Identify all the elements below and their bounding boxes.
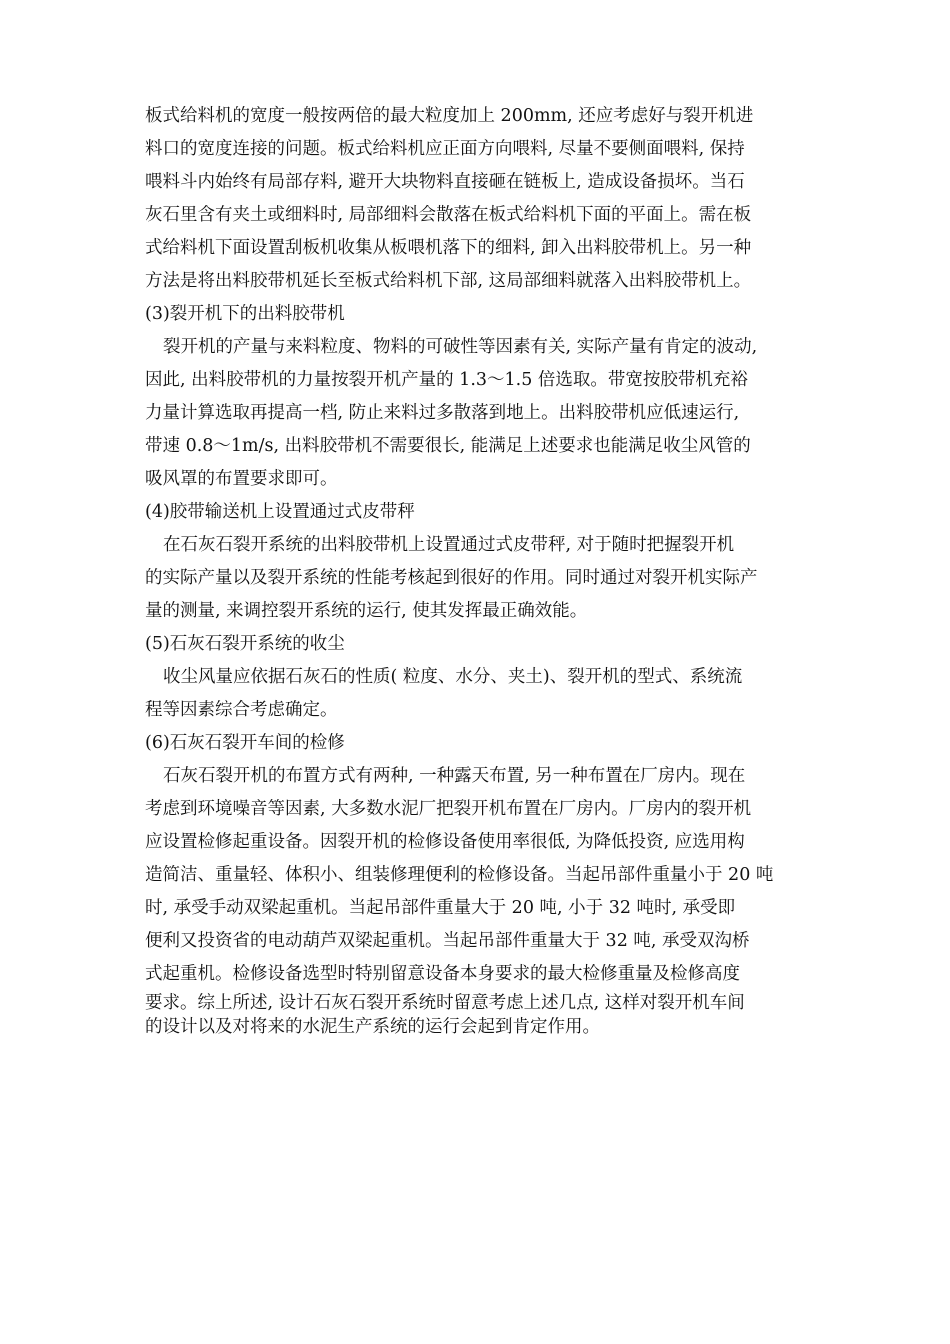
text-line: 应设置检修起重设备。因裂开机的检修设备使用率很低, 为降低投资, 应选用构 — [145, 832, 745, 852]
text-line: 收尘风量应依据石灰石的性质( 粒度、水分、夹土)、裂开机的型式、系统流 — [163, 667, 743, 687]
text-line: 的实际产量以及裂开系统的性能考核起到很好的作用。同时通过对裂开机实际产 — [145, 568, 758, 588]
text-line: 式给料机下面设置刮板机收集从板喂机落下的细料, 卸入出料胶带机上。另一种 — [145, 238, 752, 258]
text-line: 程等因素综合考虑确定。 — [145, 700, 338, 720]
text-line: 带速 0.8～1m/s, 出料胶带机不需要很长, 能满足上述要求也能满足收尘风管的 — [145, 436, 751, 456]
text-line: 考虑到环境噪音等因素, 大多数水泥厂把裂开机布置在厂房内。厂房内的裂开机 — [145, 799, 752, 819]
text-line: 力量计算选取再提高一档, 防止来料过多散落到地上。出料胶带机应低速运行, — [145, 403, 740, 423]
text-line: 因此, 出料胶带机的力量按裂开机产量的 1.3～1.5 倍选取。带宽按胶带机充裕 — [145, 370, 748, 390]
section-heading-5: (5)石灰石裂开系统的收尘 — [145, 634, 345, 654]
text-line: 在石灰石裂开系统的出料胶带机上设置通过式皮带秤, 对于随时把握裂开机 — [163, 535, 735, 555]
text-line: 石灰石裂开机的布置方式有两种, 一种露天布置, 另一种布置在厂房内。现在 — [163, 766, 746, 786]
text-line: 板式给料机的宽度一般按两倍的最大粒度加上 200mm, 还应考虑好与裂开机进 — [145, 106, 754, 126]
section-heading-6: (6)石灰石裂开车间的检修 — [145, 733, 345, 753]
text-line: 量的测量, 来调控裂开系统的运行, 使其发挥最正确效能。 — [145, 601, 588, 621]
text-line: 式起重机。检修设备选型时特别留意设备本身要求的最大检修重量及检修高度 — [145, 964, 740, 984]
document-body — [145, 100, 815, 1039]
text-line: 吸风罩的布置要求即可。 — [145, 469, 338, 489]
text-line: 便利又投资省的电动葫芦双梁起重机。当起吊部件重量大于 32 吨, 承受双沟桥 — [145, 931, 750, 951]
text-line: 灰石里含有夹土或细料时, 局部细料会散落在板式给料机下面的平面上。需在板 — [145, 205, 752, 225]
text-line: 方法是将出料胶带机延长至板式给料机下部, 这局部细料就落入出料胶带机上。 — [145, 271, 752, 291]
text-line: 造简洁、重量轻、体积小、组装修理便利的检修设备。当起吊部件重量小于 20 吨 — [145, 865, 774, 885]
text-line: 料口的宽度连接的问题。板式给料机应正面方向喂料, 尽量不要侧面喂料, 保持 — [145, 139, 745, 159]
text-line: 的设计以及对将来的水泥生产系统的运行会起到肯定作用。 — [145, 1017, 600, 1037]
section-heading-3: (3)裂开机下的出料胶带机 — [145, 304, 345, 324]
section-heading-4: (4)胶带输送机上设置通过式皮带秤 — [145, 502, 415, 522]
text-line: 喂料斗内始终有局部存料, 避开大块物料直接砸在链板上, 造成设备损坏。当石 — [145, 172, 745, 192]
text-line: 要求。综上所述, 设计石灰石裂开系统时留意考虑上述几点, 这样对裂开机车间 — [145, 993, 745, 1013]
text-line: 裂开机的产量与来料粒度、物料的可破性等因素有关, 实际产量有肯定的波动, — [163, 337, 758, 357]
text-line: 时, 承受手动双梁起重机。当起吊部件重量大于 20 吨, 小于 32 吨时, 承受即 — [145, 898, 736, 918]
